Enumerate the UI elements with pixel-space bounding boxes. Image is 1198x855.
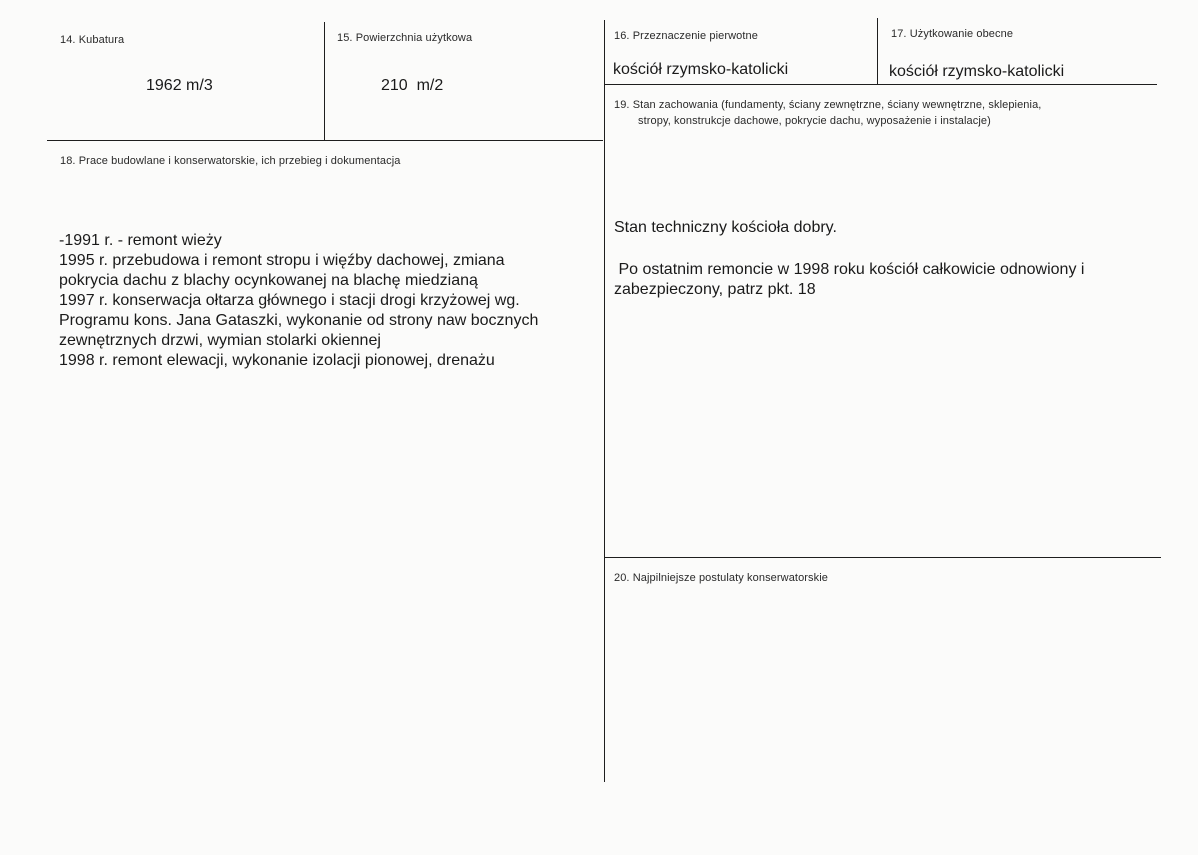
uzytkowanie-label: 17. Użytkowanie obecne bbox=[891, 28, 1014, 40]
prace-line: zewnętrznych drzwi, wymian stolarki okiennej bbox=[59, 332, 381, 349]
divider-top-left bbox=[47, 140, 603, 141]
uzytkowanie-value: kościół rzymsko-katolicki bbox=[889, 63, 1065, 80]
powierzchnia-value: 210 m/2 bbox=[381, 77, 444, 94]
stan-text-2 bbox=[614, 260, 1084, 300]
prace-line: Programu kons. Jana Gataszki, wykonanie od strony naw bocznych bbox=[59, 312, 539, 329]
stan-text-line: zabezpieczony, patrz pkt. 18 bbox=[614, 281, 816, 298]
divider-under-16-17 bbox=[605, 84, 1157, 85]
prace-line: 1997 r. konserwacja ołtarza głównego i stacji drogi krzyżowej wg. bbox=[59, 292, 520, 309]
kubatura-label: 14. Kubatura bbox=[60, 34, 125, 46]
prace-text bbox=[59, 231, 538, 371]
stan-label-line: 19. Stan zachowania (fundamenty, ściany zewnętrzne, ściany wewnętrzne, sklepienia, bbox=[614, 99, 1042, 111]
divider-vertical-center bbox=[604, 20, 605, 782]
prace-line: 1995 r. przebudowa i remont stropu i więźby dachowej, zmiana bbox=[59, 252, 505, 269]
divider-vertical-16-17 bbox=[877, 18, 878, 84]
postulaty-label: 20. Najpilniejsze postulaty konserwatorskie bbox=[614, 572, 829, 584]
przeznaczenie-label: 16. Przeznaczenie pierwotne bbox=[614, 30, 758, 42]
stan-label bbox=[614, 97, 1041, 129]
powierzchnia-label: 15. Powierzchnia użytkowa bbox=[337, 32, 473, 44]
stan-label-line: stropy, konstrukcje dachowe, pokrycie dachu, wyposażenie i instalacje) bbox=[638, 115, 991, 127]
prace-label: 18. Prace budowlane i konserwatorskie, ich przebieg i dokumentacja bbox=[60, 155, 401, 167]
prace-line: pokrycia dachu z blachy ocynkowanej na blachę miedzianą bbox=[59, 272, 478, 289]
divider-above-20 bbox=[605, 557, 1161, 558]
prace-line: -1991 r. - remont wieży bbox=[59, 232, 222, 249]
stan-text-line: Po ostatnim remoncie w 1998 roku kościół całkowicie odnowiony i bbox=[614, 261, 1085, 278]
divider-vertical-14-15 bbox=[324, 22, 325, 140]
stan-text-1: Stan techniczny kościoła dobry. bbox=[614, 219, 837, 236]
prace-line: 1998 r. remont elewacji, wykonanie izolacji pionowej, drenażu bbox=[59, 352, 495, 369]
przeznaczenie-value: kościół rzymsko-katolicki bbox=[613, 61, 789, 78]
kubatura-value: 1962 m/3 bbox=[146, 77, 213, 94]
